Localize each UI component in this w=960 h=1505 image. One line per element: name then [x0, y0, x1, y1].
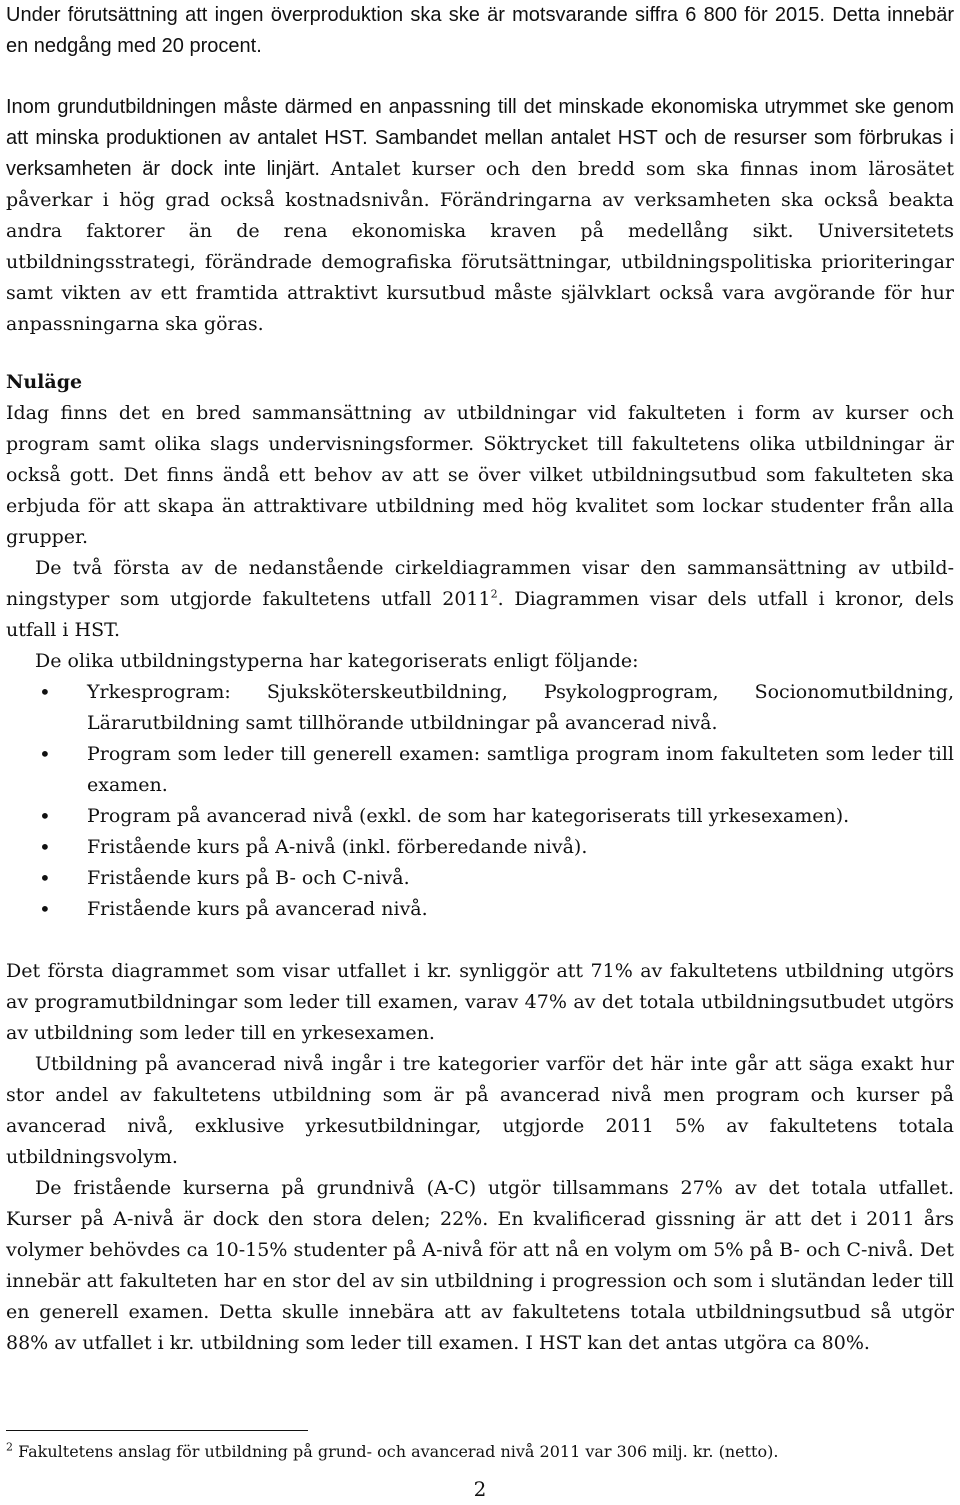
paragraph-categories-intro: De olika utbildningstyperna har kategoriserats enligt följande:: [35, 650, 639, 672]
list-item: • Program på avancerad nivå (exkl. de som har kategoriserats till yrkesexamen).: [6, 801, 954, 832]
paragraph-adjustment-part3: Antalet kurser och den bredd som ska finnas inom lärosätet påverkar i hög grad också kostnadsnivån. Förändringarna av verksamheten ska också beakta andra faktorer än de rena ekonomiska kraven på medellång sikt. Universitetets utbildningsstrategi, förändrade demografiska förutsättningar, utbildningspolitiska prioriteringar samt vikten av ett framtida attraktivt kursutbud måste självklart också vara avgörande för hur anpassningarna ska göras.: [6, 158, 954, 335]
paragraph-adjustment-part2: Sambandet mellan antalet HST och de resurser som förbrukas i verksamheten är dock inte linjärt.: [6, 127, 954, 180]
footnote-text: Fakultetens anslag för utbildning på grund- och avancerad nivå 2011 var 306 milj. kr. (netto).: [13, 1442, 779, 1461]
paragraph-advanced-level: Utbildning på avancerad nivå ingår i tre kategorier varför det här inte går att säga exakt hur stor andel av fakultetens utbildning som är på avancerad nivå men program och kurser på avancerad nivå, exklusive yrkesutbildningar, utgjorde 2011 5% av fakultetens totala utbildningsvolym.: [6, 1053, 954, 1168]
list-item: • Fristående kurs på avancerad nivå.: [6, 894, 954, 925]
paragraph-first-chart: Det första diagrammet som visar utfallet i kr. synliggör att 71% av fakultetens utbildning utgörs av programutbildningar som leder till examen, varav 47% av det totala utbildningsutbudet utgörs av utbildning som leder till en yrkesexamen.: [6, 960, 954, 1044]
paragraph-current-state: Idag finns det en bred sammansättning av utbildningar vid fakulteten i form av kurser och program samt olika slags undervisningsformer. Söktrycket till fakultetens olika utbildningar är också gott. Det finns ändå ett behov av att se över vilket utbildningsutbud som fakulteten ska erbjuda för att skapa än attraktivare utbildning med hög kvalitet som lockar studenter från alla grupper.: [6, 402, 954, 548]
page-number: 2: [473, 1477, 487, 1501]
paragraph-pie-charts: [6, 553, 954, 646]
paragraph-adjustment: [6, 92, 954, 340]
paragraph-freestanding-courses: De fristående kurserna på grundnivå (A-C) utgör tillsammans 27% av det totala utfallet. Kurser på A-nivå är dock den stora delen; 22%. En kvalificerad gissning är att det i 2011 års volymer behövdes ca 10-15% studenter på A-nivå för att nå en volym om 5% på B- och C-nivå. Det innebär att fakulteten har en stor del av sin utbildning i progression och som i slutändan leder till en generell examen. Detta skulle innebära att av fakultetens totala utbildningsutbud så utgör 88% av utfallet i kr. utbildning som leder till examen. I HST kan det antas utgöra ca 80%.: [6, 1177, 954, 1354]
footnote-divider: [6, 1430, 308, 1431]
list-item: • Yrkesprogram: Sjuksköterskeutbildning, Psykologprogram, Socionomutbildning, Lärarutbildning samt tillhörande utbildningar på avancerad nivå.: [6, 677, 954, 739]
paragraph-pie-charts-text: De två första av de nedanstående cirkeldiagrammen visar den sammansättning av utbildningstyper som utgjorde fakultetens utfall 2011: [6, 557, 954, 610]
list-item: • Fristående kurs på A-nivå (inkl. förberedande nivå).: [6, 832, 954, 863]
paragraph-adjustment-part1: Inom grundutbildningen måste därmed en anpassning till det minskade ekonomiska utrymmet ske genom att minska produktionen av antalet HST.: [6, 96, 954, 149]
list-item: • Fristående kurs på B- och C-nivå.: [6, 863, 954, 894]
footnote-marker: 2: [6, 1440, 13, 1454]
paragraph-intro: Under förutsättning att ingen överproduktion ska ske är motsvarande siffra 6 800 för 2015. Detta innebär en nedgång med 20 procent.: [6, 4, 954, 57]
list-item: • Program som leder till generell examen: samtliga program inom fakulteten som leder till examen.: [6, 739, 954, 801]
footnote: [6, 1440, 954, 1464]
document-page: [6, 0, 954, 1359]
paragraph-pie-charts-text-end: . Diagrammen visar dels utfall i kronor, dels utfall i HST.: [6, 588, 954, 641]
section-heading-nulage: Nuläge: [6, 371, 83, 393]
category-list: [6, 677, 954, 925]
footnote-reference[interactable]: 2: [490, 587, 498, 601]
